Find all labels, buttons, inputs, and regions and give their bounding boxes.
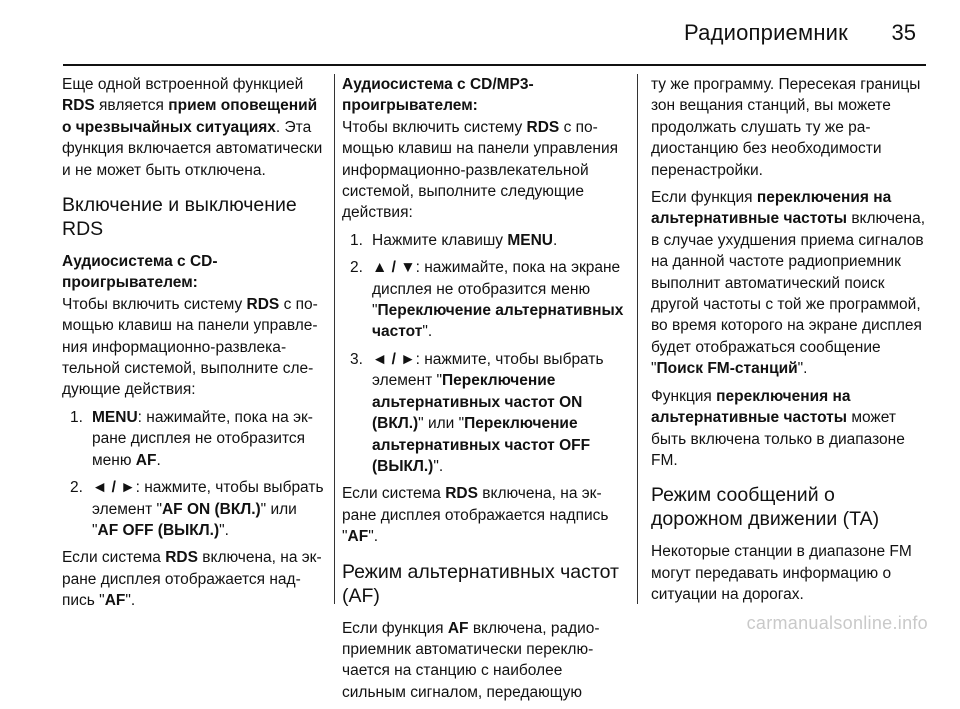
column-2: [342, 74, 624, 709]
list-item: 2. ◄ / ►: нажмите, чтобы выбрать элемент "AF ON (ВКЛ.)" или "AF OFF (ВЫКЛ.)".: [70, 479, 324, 539]
paragraph: Если система RDS включена, на экране дисплея отображается надпись "AF".: [342, 485, 609, 546]
steps-list: [62, 407, 326, 541]
list-item: 2. ▲ / ▼: нажимайте, пока на экране дисплея не отобразится меню "Переключение альтернативных частот".: [350, 259, 624, 341]
watermark: carmanualsonline.info: [746, 613, 928, 633]
steps-list: [342, 230, 624, 477]
paragraph: Функция переключения на альтернативные частоты может быть включена только в диапазоне FM.: [651, 387, 905, 469]
section-heading: Режим сообщений о дорожном движении (TA): [651, 484, 880, 531]
paragraph: Если функция AF включена, радиоприемник автоматически переключается на станцию с наиболее сильным сигналом, передающую: [342, 619, 600, 701]
paragraph: Чтобы включить систему RDS с помощью клавиш на панели управления информационно-развлекательной системой, выполните следующие действия:: [342, 118, 619, 222]
paragraph: Чтобы включить систему RDS с помощью клавиш на панели управления информационно-развлекательной системой, выполните следующие действия:: [62, 295, 318, 399]
list-item: 1. MENU: нажимайте, пока на экране дисплея не отобразится меню AF.: [70, 408, 313, 469]
subheading: Аудиосистема с CD-проигрывателем:: [62, 253, 218, 292]
section-heading: Включение и выключение RDS: [62, 194, 297, 241]
column-divider: [334, 74, 335, 604]
header-rule: [63, 64, 926, 66]
paragraph: ту же программу. Пересекая границы зон вещания станций, вы можете продолжать слушать ту же радиостанцию без необходимости перенастройки.: [651, 76, 921, 179]
page-number: 35: [891, 20, 916, 45]
column-divider: [637, 74, 638, 604]
column-3: [651, 74, 927, 612]
list-item: 1. Нажмите клавишу MENU.: [350, 231, 558, 249]
paragraph: Если функция переключения на альтернативные частоты включена, в случае ухудшения приема сигналов на данной частоте радиоприемник выполнит автоматический поиск другой частоты с той же программой, во время которого на экране дисплея будет отображаться сообщение "Поиск FM-станций".: [651, 189, 926, 378]
page-header: [0, 0, 960, 64]
paragraph: Если система RDS включена, на экране дисплея отображается надпись "AF".: [62, 549, 322, 610]
list-item: 3. ◄ / ►: нажмите, чтобы выбрать элемент "Переключение альтернативных частот ON (ВКЛ.)" или "Переключение альтернативных частот OFF (ВЫКЛ.)".: [350, 350, 604, 475]
intro-paragraph: Еще одной встроенной функцией RDS является прием оповещений о чрезвычайных ситуациях. Эта функция включается автоматически и не может быть отключена.: [62, 76, 323, 179]
subheading: Аудиосистема с CD/MP3-проигрывателем:: [342, 76, 534, 115]
section-heading: Режим альтернативных частот (AF): [342, 560, 619, 607]
page-title: Радиоприемник: [683, 20, 848, 45]
paragraph: Некоторые станции в диапазоне FM могут передавать информацию о ситуации на дорогах.: [651, 543, 912, 604]
column-1: [62, 74, 326, 618]
